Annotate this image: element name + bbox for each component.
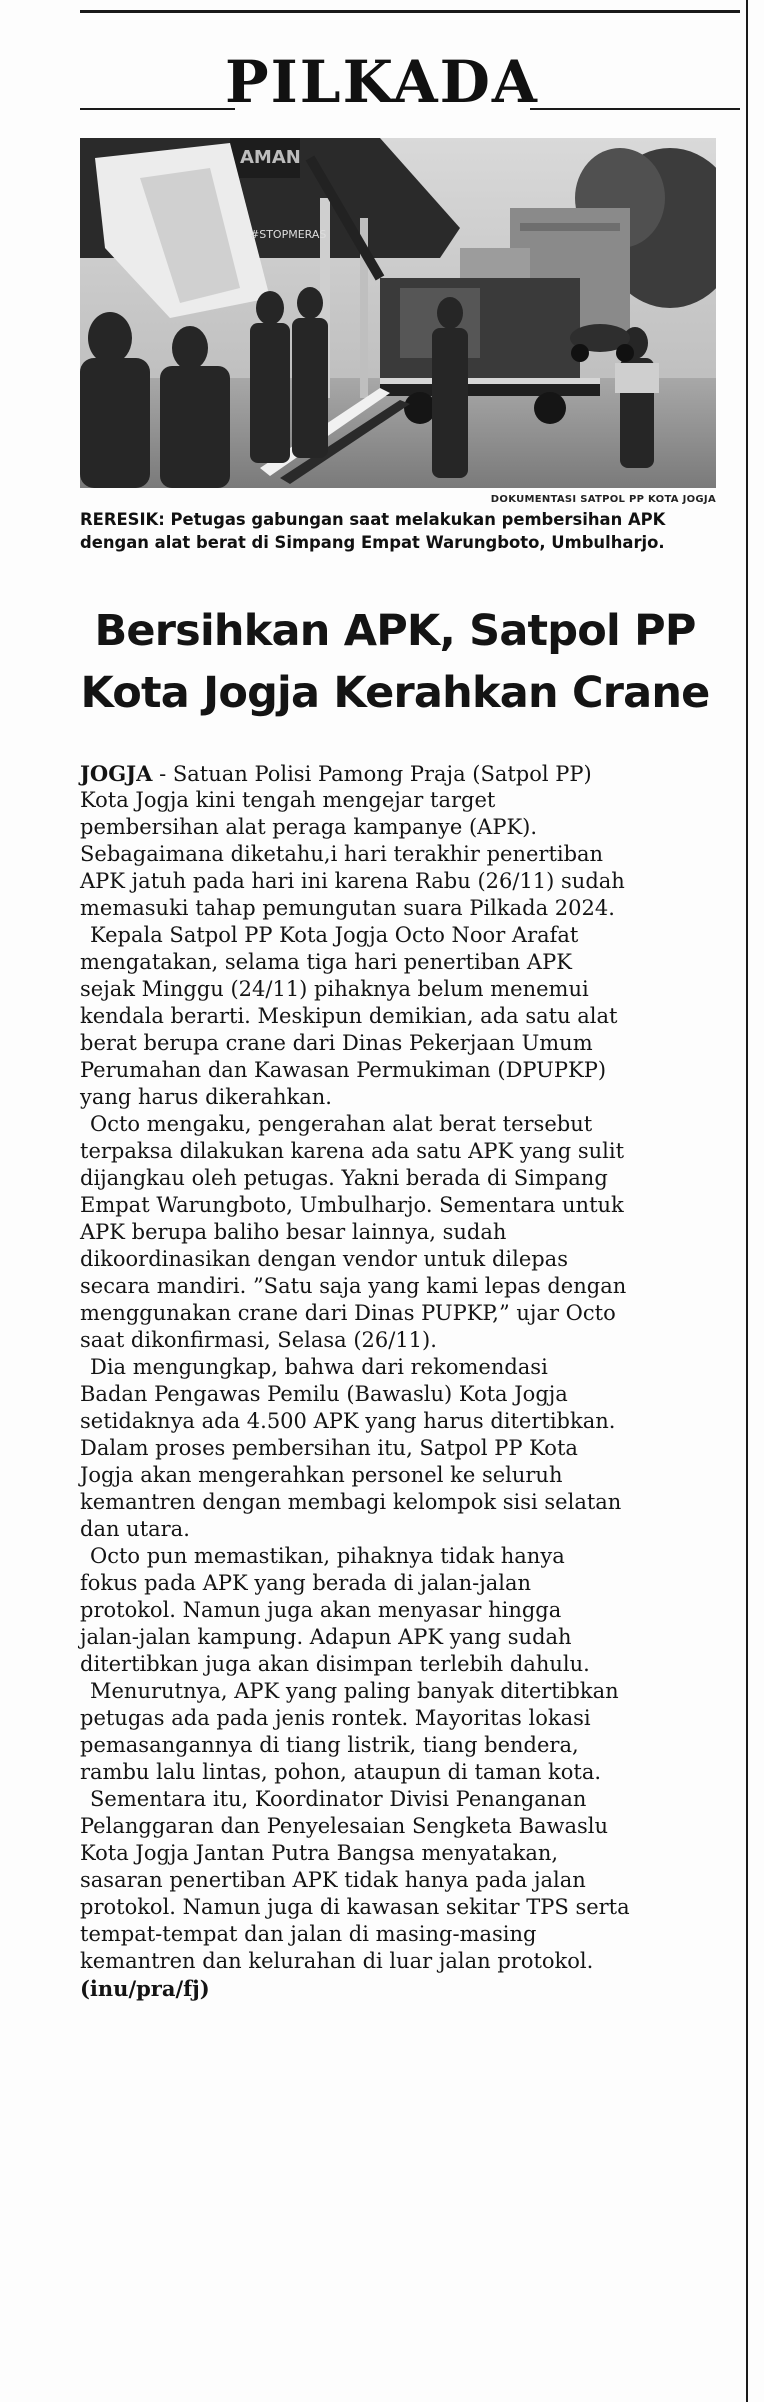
- article-line: Octo mengaku, pengerahan alat berat tersebut: [90, 1112, 593, 1136]
- article-line: Jogja akan mengerahkan personel ke seluruh: [80, 1463, 563, 1487]
- article-line: Kepala Satpol PP Kota Jogja Octo Noor Arafat: [90, 923, 579, 947]
- caption-lead: RERESIK:: [80, 510, 165, 529]
- article-paragraph: [80, 1678, 720, 1786]
- page-edge-rule: [746, 0, 748, 2402]
- dateline: JOGJA: [80, 761, 153, 786]
- caption-text: Petugas gabungan saat melakukan pembersihan APK dengan alat berat di Simpang Empat Warungboto, Umbulharjo.: [80, 510, 666, 552]
- article-line: Sebagaimana diketahu,i hari terakhir penertiban: [80, 842, 604, 866]
- article-line: rambu lalu lintas, pohon, ataupun di taman kota.: [80, 1760, 602, 1784]
- article-line: kemantren dan kelurahan di luar jalan protokol.: [80, 1949, 594, 1973]
- headline-line-2: Kota Jogja Kerahkan Crane: [80, 668, 710, 718]
- article-line: Kota Jogja Jantan Putra Bangsa menyatakan,: [80, 1841, 559, 1865]
- svg-text:#STOPMERAS: #STOPMERAS: [250, 228, 327, 241]
- article-line: fokus pada APK yang berada di jalan-jalan: [80, 1571, 531, 1595]
- article-line: APK berupa baliho besar lainnya, sudah: [80, 1220, 507, 1244]
- article-line: mengatakan, selama tiga hari penertiban APK: [80, 950, 572, 974]
- article-line: sasaran penertiban APK tidak hanya pada jalan: [80, 1868, 586, 1892]
- article-paragraph: [80, 922, 720, 1111]
- article-line: berat berupa crane dari Dinas Pekerjaan Umum: [80, 1031, 593, 1055]
- article-paragraph: [80, 1111, 720, 1354]
- article-line: Octo pun memastikan, pihaknya tidak hanya: [90, 1544, 565, 1568]
- article-line: ditertibkan juga akan disimpan terlebih dahulu.: [80, 1652, 590, 1676]
- article-line: protokol. Namun juga akan menyasar hingga: [80, 1598, 562, 1622]
- article-line: Menurutnya, APK yang paling banyak ditertibkan: [90, 1679, 619, 1703]
- article-line: setidaknya ada 4.500 APK yang harus ditertibkan.: [80, 1409, 616, 1433]
- article-paragraph: [80, 1543, 720, 1678]
- article-line: dan utara.: [80, 1517, 190, 1541]
- article-line: menggunakan crane dari Dinas PUPKP,” ujar Octo: [80, 1301, 616, 1325]
- article-line-text: - Satuan Polisi Pamong Praja (Satpol PP): [152, 762, 592, 786]
- article-line: Sementara itu, Koordinator Divisi Penanganan: [90, 1787, 587, 1811]
- top-rule: [80, 10, 740, 13]
- article-line: pembersihan alat peraga kampanye (APK).: [80, 815, 538, 839]
- news-photo: [80, 138, 716, 488]
- article-line: yang harus dikerahkan.: [80, 1085, 332, 1109]
- article-line: APK jatuh pada hari ini karena Rabu (26/11) sudah: [80, 869, 625, 893]
- article-line: tempat-tempat dan jalan di masing-masing: [80, 1922, 537, 1946]
- article-line: [80, 760, 720, 787]
- article-line: Perumahan dan Kawasan Permukiman (DPUPKP): [80, 1058, 607, 1082]
- photo-caption: [80, 508, 720, 554]
- article-line: kemantren dengan membagi kelompok sisi selatan: [80, 1490, 622, 1514]
- article-line: memasuki tahap pemungutan suara Pilkada 2024.: [80, 896, 615, 920]
- article-line: dijangkau oleh petugas. Yakni berada di Simpang: [80, 1166, 608, 1190]
- article-line: Dia mengungkap, bahwa dari rekomendasi: [90, 1355, 548, 1379]
- article-line: secara mandiri. ”Satu saja yang kami lepas dengan: [80, 1274, 627, 1298]
- article-body: [80, 760, 720, 2002]
- article-paragraph: [80, 1354, 720, 1543]
- section-rubric: PILKADA: [225, 48, 539, 116]
- article-paragraph: [80, 760, 720, 922]
- article-line: sejak Minggu (24/11) pihaknya belum menemui: [80, 977, 589, 1001]
- article-line: kendala berarti. Meskipun demikian, ada satu alat: [80, 1004, 618, 1028]
- article-line: terpaksa dilakukan karena ada satu APK yang sulit: [80, 1139, 625, 1163]
- article-line: protokol. Namun juga di kawasan sekitar TPS serta: [80, 1895, 630, 1919]
- article-line: pemasangannya di tiang listrik, tiang bendera,: [80, 1733, 579, 1757]
- headline-line-1: Bersihkan APK, Satpol PP: [94, 606, 696, 656]
- article-paragraph: [80, 1786, 720, 1975]
- article-line: Pelanggaran dan Penyelesaian Sengketa Bawaslu: [80, 1814, 609, 1838]
- article-line: Badan Pengawas Pemilu (Bawaslu) Kota Jogja: [80, 1382, 568, 1406]
- svg-text:AMAN: AMAN: [240, 147, 301, 168]
- article-line: Kota Jogja kini tengah mengejar target: [80, 788, 496, 812]
- article-line: jalan-jalan kampung. Adapun APK yang sudah: [80, 1625, 572, 1649]
- photo-credit: DOKUMENTASI SATPOL PP KOTA JOGJA: [490, 494, 716, 505]
- article-line: Dalam proses pembersihan itu, Satpol PP Kota: [80, 1436, 578, 1460]
- author-signature: (inu/pra/fj): [80, 1976, 210, 2001]
- article-line: Empat Warungboto, Umbulharjo. Sementara untuk: [80, 1193, 624, 1217]
- article-line: dikoordinasikan dengan vendor untuk dilepas: [80, 1247, 568, 1271]
- article-line: saat dikonfirmasi, Selasa (26/11).: [80, 1328, 437, 1352]
- article-headline: [50, 600, 740, 724]
- article-line: petugas ada pada jenis rontek. Mayoritas lokasi: [80, 1706, 591, 1730]
